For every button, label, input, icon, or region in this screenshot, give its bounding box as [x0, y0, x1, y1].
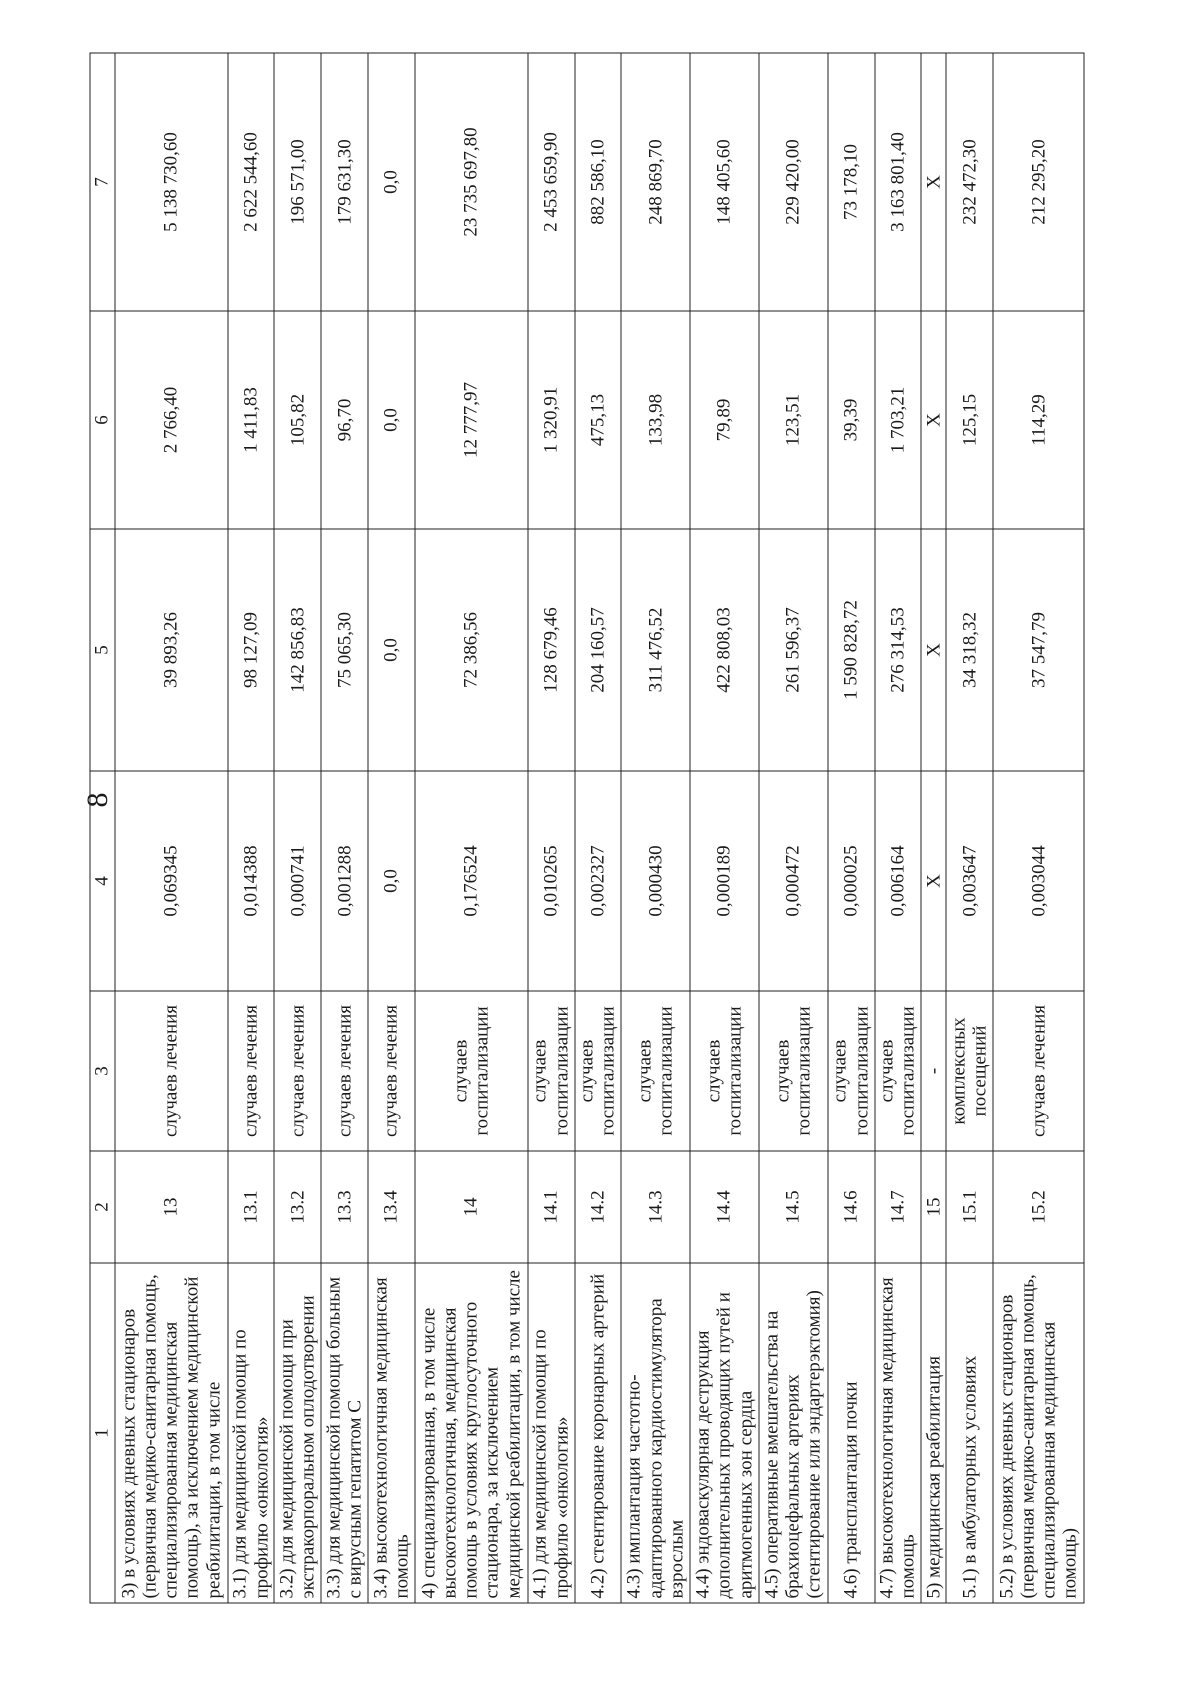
row-total: 73 178,10: [828, 53, 875, 311]
header-cell: 4: [90, 771, 115, 991]
row-unit: случаев госпитализации: [528, 991, 575, 1151]
table-row: [415, 53, 528, 1603]
table-row: [690, 53, 759, 1603]
row-cost: 311 476,52: [621, 529, 690, 771]
row-unit: случаев лечения: [368, 991, 415, 1151]
table-row: [575, 53, 622, 1603]
row-norm: 0,010265: [528, 771, 575, 991]
row-cost: 1 590 828,72: [828, 529, 875, 771]
table-row: [368, 53, 415, 1603]
row-cost: 276 314,53: [875, 529, 922, 771]
table-row: [921, 53, 946, 1603]
row-total: 148 405,60: [690, 53, 759, 311]
row-total: 23 735 697,80: [415, 53, 528, 311]
row-unit: случаев госпитализации: [415, 991, 528, 1151]
row-code: 14: [415, 1151, 528, 1263]
row-code: 13.2: [274, 1151, 321, 1263]
row-per-capita: 96,70: [321, 311, 368, 529]
row-cost: 204 160,57: [575, 529, 622, 771]
row-code: 13.3: [321, 1151, 368, 1263]
row-norm: 0,000430: [621, 771, 690, 991]
row-unit: случаев госпитализации: [875, 991, 922, 1151]
row-code: 14.4: [690, 1151, 759, 1263]
row-norm: 0,003647: [946, 771, 993, 991]
row-unit: случаев лечения: [274, 991, 321, 1151]
row-per-capita: 79,89: [690, 311, 759, 529]
row-label: 5.1) в амбулаторных условиях: [946, 1263, 993, 1603]
row-cost: 422 808,03: [690, 529, 759, 771]
row-unit: комплексных посещений: [946, 991, 993, 1151]
row-per-capita: 475,13: [575, 311, 622, 529]
page-number: 8: [81, 792, 114, 808]
row-label: 3.2) для медицинской помощи при экстракорпоральном оплодотворении: [274, 1263, 321, 1603]
row-code: 14.2: [575, 1151, 622, 1263]
table-row: [993, 53, 1084, 1603]
row-per-capita: 0,0: [368, 311, 415, 529]
row-label: 4.3) имплантация частотно-адаптированного кардиостимулятора взрослым: [621, 1263, 690, 1603]
row-per-capita: 1 411,83: [228, 311, 275, 529]
row-total: 2 453 659,90: [528, 53, 575, 311]
row-total: 5 138 730,60: [115, 53, 228, 311]
row-cost: 98 127,09: [228, 529, 275, 771]
row-per-capita: 105,82: [274, 311, 321, 529]
row-norm: 0,000025: [828, 771, 875, 991]
table-row: [828, 53, 875, 1603]
row-norm: 0,002327: [575, 771, 622, 991]
row-total: 212 295,20: [993, 53, 1084, 311]
row-norm: 0,006164: [875, 771, 922, 991]
table-row: [115, 53, 228, 1603]
row-cost: 142 856,83: [274, 529, 321, 771]
row-cost: 75 065,30: [321, 529, 368, 771]
table-row: [528, 53, 575, 1603]
table-row: [875, 53, 922, 1603]
row-per-capita: 114,29: [993, 311, 1084, 529]
row-label: 3.3) для медицинской помощи больным с вирусным гепатитом С: [321, 1263, 368, 1603]
row-code: 14.1: [528, 1151, 575, 1263]
row-per-capita: 2 766,40: [115, 311, 228, 529]
row-total: X: [921, 53, 946, 311]
row-label: 5.2) в условиях дневных стационаров (первичная медико-санитарная помощь, специализированная медицинская помощь): [993, 1263, 1084, 1603]
row-norm: 0,000472: [759, 771, 828, 991]
header-cell: 3: [90, 991, 115, 1151]
row-total: 229 420,00: [759, 53, 828, 311]
row-code: 13: [115, 1151, 228, 1263]
row-per-capita: 1 320,91: [528, 311, 575, 529]
row-total: 196 571,00: [274, 53, 321, 311]
row-code: 14.5: [759, 1151, 828, 1263]
row-per-capita: 123,51: [759, 311, 828, 529]
row-cost: 37 547,79: [993, 529, 1084, 771]
row-unit: случаев госпитализации: [621, 991, 690, 1151]
table-body: [115, 53, 1084, 1603]
row-label: 3) в условиях дневных стационаров (первичная медико-санитарная помощь, специализированная медицинская помощь), за исключением медицинской реабилитации, в том числе: [115, 1263, 228, 1603]
row-label: 4.5) оперативные вмешательства на брахиоцефальных артериях (стентирование или эндартерэктомия): [759, 1263, 828, 1603]
table-row: [946, 53, 993, 1603]
header-cell: 7: [90, 53, 115, 311]
row-code: 15: [921, 1151, 946, 1263]
row-norm: 0,014388: [228, 771, 275, 991]
row-label: 4.2) стентирование коронарных артерий: [575, 1263, 622, 1603]
row-code: 15.1: [946, 1151, 993, 1263]
table-row: [321, 53, 368, 1603]
row-cost: 128 679,46: [528, 529, 575, 771]
header-cell: 6: [90, 311, 115, 529]
row-code: 14.6: [828, 1151, 875, 1263]
row-cost: 39 893,26: [115, 529, 228, 771]
row-label: 4) специализированная, в том числе высокотехнологичная, медицинская помощь в условиях круглосуточного стационара, за исключением медицинской реабилитации, в том числе: [415, 1263, 528, 1603]
row-cost: X: [921, 529, 946, 771]
data-table: [90, 52, 1085, 1603]
table-rotation-wrapper: [90, 53, 1085, 1603]
row-code: 14.3: [621, 1151, 690, 1263]
row-per-capita: 125,15: [946, 311, 993, 529]
row-unit: случаев лечения: [993, 991, 1084, 1151]
row-code: 15.2: [993, 1151, 1084, 1263]
row-total: 179 631,30: [321, 53, 368, 311]
row-per-capita: 39,39: [828, 311, 875, 529]
table-row: [274, 53, 321, 1603]
row-norm: 0,069345: [115, 771, 228, 991]
row-per-capita: X: [921, 311, 946, 529]
row-norm: 0,0: [368, 771, 415, 991]
row-total: 232 472,30: [946, 53, 993, 311]
table-row: [228, 53, 275, 1603]
table-row: [621, 53, 690, 1603]
row-label: 4.4) эндоваскулярная деструкция дополнительных проводящих путей и аритмогенных зон сердца: [690, 1263, 759, 1603]
row-total: 3 163 801,40: [875, 53, 922, 311]
row-code: 13.1: [228, 1151, 275, 1263]
row-code: 14.7: [875, 1151, 922, 1263]
row-label: 3.4) высокотехнологичная медицинская помощь: [368, 1263, 415, 1603]
row-total: 2 622 544,60: [228, 53, 275, 311]
row-unit: -: [921, 991, 946, 1151]
row-label: 4.1) для медицинской помощи по профилю «онкология»: [528, 1263, 575, 1603]
row-label: 4.6) трансплантация почки: [828, 1263, 875, 1603]
header-row: [90, 53, 115, 1603]
row-per-capita: 1 703,21: [875, 311, 922, 529]
row-norm: X: [921, 771, 946, 991]
row-label: 5) медицинская реабилитация: [921, 1263, 946, 1603]
row-norm: 0,000741: [274, 771, 321, 991]
row-norm: 0,000189: [690, 771, 759, 991]
row-per-capita: 133,98: [621, 311, 690, 529]
row-unit: случаев лечения: [321, 991, 368, 1151]
header-cell: 5: [90, 529, 115, 771]
row-cost: 72 386,56: [415, 529, 528, 771]
table-row: [759, 53, 828, 1603]
row-norm: 0,001288: [321, 771, 368, 991]
row-unit: случаев госпитализации: [828, 991, 875, 1151]
row-norm: 0,003044: [993, 771, 1084, 991]
row-unit: случаев лечения: [115, 991, 228, 1151]
header-cell: 1: [90, 1263, 115, 1603]
row-unit: случаев госпитализации: [759, 991, 828, 1151]
row-unit: случаев госпитализации: [690, 991, 759, 1151]
row-total: 248 869,70: [621, 53, 690, 311]
row-cost: 261 596,37: [759, 529, 828, 771]
row-total: 0,0: [368, 53, 415, 311]
row-unit: случаев госпитализации: [575, 991, 622, 1151]
row-code: 13.4: [368, 1151, 415, 1263]
row-norm: 0,176524: [415, 771, 528, 991]
header-cell: 2: [90, 1151, 115, 1263]
row-label: 3.1) для медицинской помощи по профилю «онкология»: [228, 1263, 275, 1603]
row-label: 4.7) высокотехнологичная медицинская помощь: [875, 1263, 922, 1603]
row-per-capita: 12 777,97: [415, 311, 528, 529]
row-cost: 0,0: [368, 529, 415, 771]
row-cost: 34 318,32: [946, 529, 993, 771]
row-unit: случаев лечения: [228, 991, 275, 1151]
row-total: 882 586,10: [575, 53, 622, 311]
